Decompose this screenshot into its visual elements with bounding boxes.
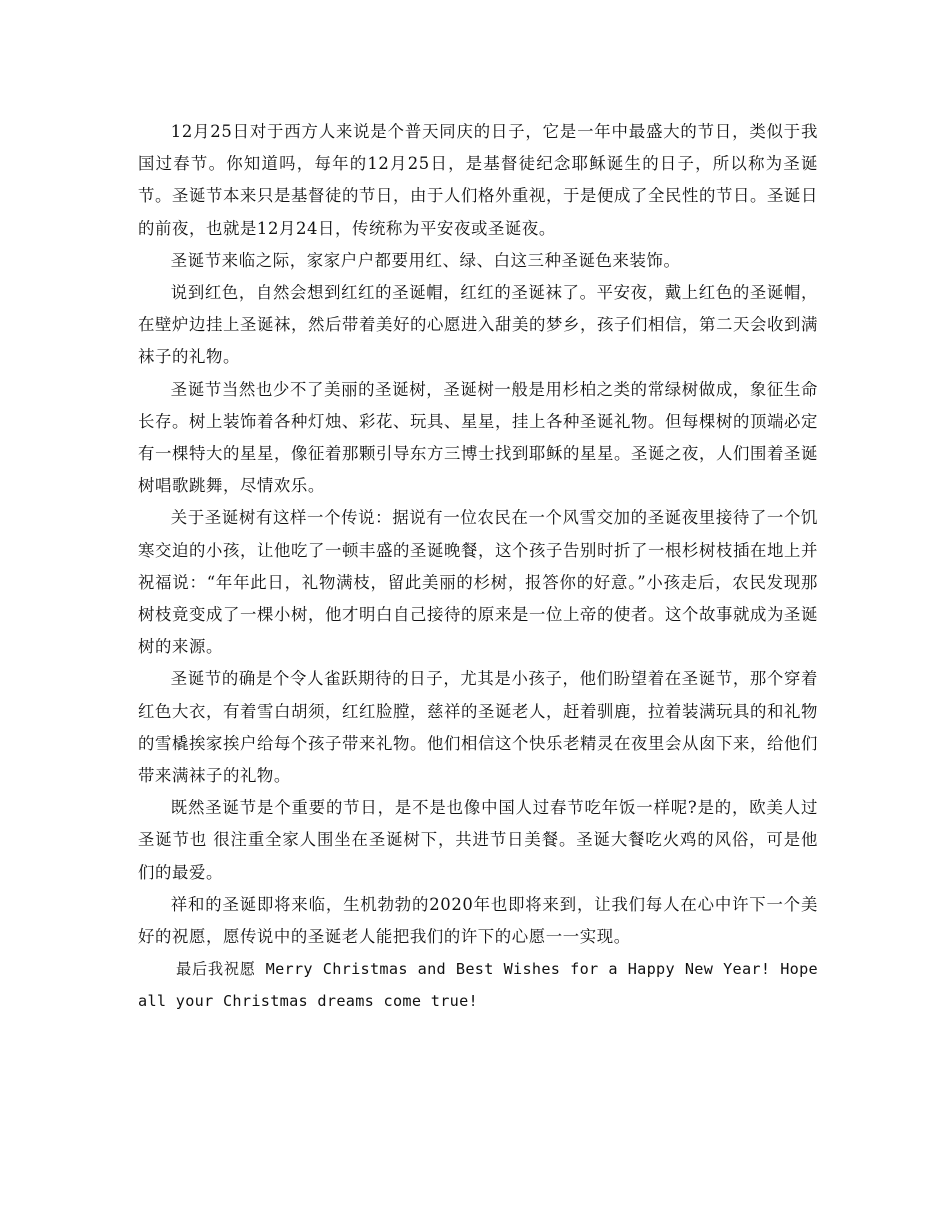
paragraph-red-color: 说到红色，自然会想到红红的圣诞帽，红红的圣诞袜了。平安夜，戴上红色的圣诞帽，在壁炉边挂上圣诞袜，然后带着美好的心愿进入甜美的梦乡，孩子们相信，第二天会收到满袜子的礼物。	[138, 283, 818, 367]
paragraph-tree-legend: 关于圣诞树有这样一个传说：据说有一位农民在一个风雪交加的圣诞夜里接待了一个饥寒交迫的小孩，让他吃了一顿丰盛的圣诞晚餐，这个孩子告别时折了一根杉树枝插在地上并祝福说：“年年此日，礼物满枝，留此美丽的杉树，报答你的好意。”小孩走后，农民发现那树枝竟变成了一棵小树，他才明白自己接待的原来是一位上帝的使者。这个故事就成为圣诞树的来源。	[138, 508, 818, 657]
paragraph-christmas-dinner: 既然圣诞节是个重要的节日，是不是也像中国人过春节吃年饭一样呢?是的，欧美人过圣诞节也 很注重全家人围坐在圣诞树下，共进节日美餐。圣诞大餐吃火鸡的风俗，可是他们的最爱。	[138, 798, 818, 882]
paragraph-wishes: 祥和的圣诞即将来临，生机勃勃的2020年也即将来到，让我们每人在心中许下一个美好的祝愿，愿传说中的圣诞老人能把我们的许下的心愿一一实现。	[138, 894, 818, 947]
paragraph-closing-greeting: 最后我祝愿 Merry Christmas and Best Wishes for a Happy New Year! Hope all your Christmas dreams come true!	[138, 960, 818, 1011]
paragraph-christmas-tree: 圣诞节当然也少不了美丽的圣诞树，圣诞树一般是用杉柏之类的常绿树做成，象征生命长存。树上装饰着各种灯烛、彩花、玩具、星星，挂上各种圣诞礼物。但每棵树的顶端必定有一棵特大的星星，像征着那颗引导东方三博士找到耶稣的星星。圣诞之夜，人们围着圣诞树唱歌跳舞，尽情欢乐。	[138, 379, 818, 496]
paragraph-christmas-colors: 圣诞节来临之际，家家户户都要用红、绿、白这三种圣诞色来装饰。	[170, 250, 681, 270]
paragraph-christmas-intro: 12月25日对于西方人来说是个普天同庆的日子，它是一年中最盛大的节日，类似于我国过春节。你知道吗，每年的12月25日，是基督徒纪念耶稣诞生的日子，所以称为圣诞节。圣诞节本来只是基督徒的节日，由于人们格外重视，于是便成了全民性的节日。圣诞日的前夜，也就是12月24日，传统称为平安夜或圣诞夜。	[138, 122, 818, 238]
document-body	[138, 116, 818, 1018]
paragraph-santa-claus: 圣诞节的确是个令人雀跃期待的日子，尤其是小孩子，他们盼望着在圣诞节，那个穿着红色大衣，有着雪白胡须，红红脸膛，慈祥的圣诞老人，赶着驯鹿，拉着装满玩具的和礼物的雪橇挨家挨户给每个孩子带来礼物。他们相信这个快乐老精灵在夜里会从囱下来，给他们带来满袜子的礼物。	[138, 669, 818, 786]
